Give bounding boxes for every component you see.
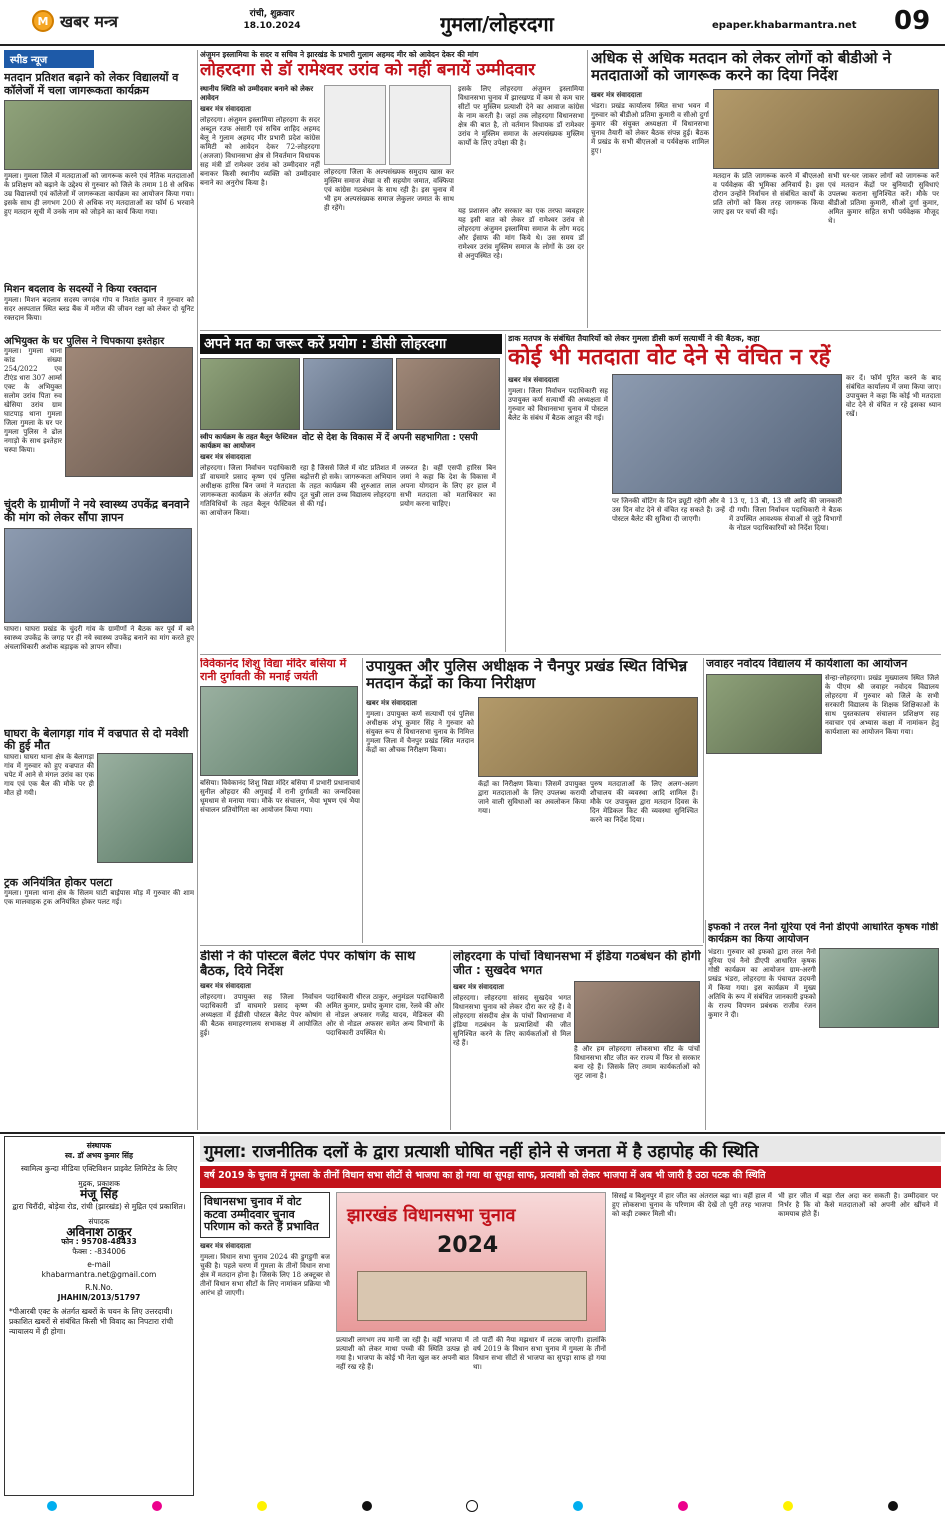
lead-document-image-2 bbox=[389, 85, 451, 165]
bottom-body-3: तो पार्टी की नैया मझधार में लटक जाएगी। हालांकि वर्ष 2019 के विधान सभा चुनाव में गुमला के तीनों विधान सभा सीटों से भाजपा का सुपड़ा साफ हो गया था। bbox=[473, 1336, 606, 1371]
page-number: 09 bbox=[894, 6, 931, 36]
navodaya-story bbox=[706, 658, 941, 918]
imprint-note: *पीआरबी एक्ट के अंतर्गत खबरों के चयन के लिए उत्तरदायी। प्रकाशित खबरों से संबंधित किसी भी विवाद का निपटारा रांची न्यायालय में ही होगा। bbox=[9, 1307, 174, 1336]
dateline bbox=[232, 8, 312, 38]
dc-byline: खबर मंत्र संवाददाता bbox=[508, 376, 559, 385]
imprint-fax: फैक्स : -834006 bbox=[72, 1247, 126, 1256]
sveep-caption-1: स्वीप कार्यक्रम के तहत बैलून फेस्टिवल कार्यक्रम का आयोजन bbox=[200, 433, 298, 451]
sveep-photo-1 bbox=[200, 358, 300, 430]
speed-news-body-6: गुमला। गुमला थाना क्षेत्र के सिलम घाटी बाईपास मोड़ में गुरुवार की शाम एक मालवाहक ट्रक अनियंत्रित होकर पलट गई। bbox=[4, 889, 194, 907]
sveep-headline: अपने मत का जरूर करें प्रयोग : डीसी लोहरदगा bbox=[200, 334, 502, 354]
navodaya-headline: जवाहर नवोदय विद्यालय में कार्यशाला का आयोजन bbox=[706, 658, 908, 670]
imprint-publisher: मंजू सिंह bbox=[80, 1187, 118, 1201]
inspection-photo bbox=[478, 697, 698, 777]
brand-name: खबर मन्त्र bbox=[60, 12, 118, 31]
speed-news-headline-1: मतदान प्रतिशत बढ़ाने को लेकर विद्यालयों व कॉलेजों में चला जागरूकता कार्यक्रम bbox=[4, 71, 179, 97]
lead-byline: खबर मंत्र संवाददाता bbox=[200, 104, 251, 113]
imprint-printed-at: द्वारा चिरौंदी, बोड़ेया रोड, रांची (झारखंड) से मुद्रित एवं प्रकाशित। bbox=[12, 1202, 186, 1211]
vivekanand-body: बसिया। विवेकानंद शिशु विद्या मंदिर बसिया में प्रभारी प्रधानाचार्य सुनील ओहदार की अगुवाई में रानी दुर्गावती का जन्मदिवस धूमधाम से मनाया गया। मौके पर संचालन, भैया भूषण एवं भैया संचालन प्रतियोगिता का आयोजन किया गया। bbox=[200, 779, 360, 815]
bottom-body-1: गुमला। विधान सभा चुनाव 2024 की डुगडुगी बज चुकी है। पहले चरण में गुमला के तीनों विधान सभा क्षेत्र में मतदान होना है। जिसके लिए 18 अक्टूबर से तीनों विधान सभा सीटों के लिए नामांकन प्रक्रिया भी आरंभ हो जाएगी। bbox=[200, 1252, 330, 1297]
lead-story bbox=[200, 50, 584, 328]
vivekanand-headline: विवेकानंद शिशु विद्या मंदिर बसिया में रानी दुर्गावती की मनाई जयंती bbox=[200, 658, 347, 683]
postal-byline: खबर मंत्र संवाददाता bbox=[200, 981, 251, 990]
nano-urea-story bbox=[708, 922, 941, 1130]
issue-date: 18.10.2024 bbox=[243, 21, 301, 31]
sveep-photo-3 bbox=[396, 358, 500, 430]
election-graphic-title: झारखंड विधानसभा चुनाव bbox=[347, 1205, 516, 1226]
imprint-owner: स्वामित्व कुन्दा मीडिया एक्टिविशन प्राइवेट लिमिटेड के लिए bbox=[20, 1164, 178, 1173]
crosshair-icon bbox=[466, 1500, 478, 1512]
bottom-banner-headline: गुमला: राजनीतिक दलों के द्वारा प्रत्याशी घोषित नहीं होने से जनता में है उहापोह की स्थिति bbox=[200, 1136, 941, 1162]
bdo-body-3: सभी घर-घर जाकर लोगों को जागरूक करें एवं मतदान केंद्रों पर बुनियादी सुविधाएं उपलब्ध कराना सुनिश्चित करें। मौके पर बीडीओ प्रतिमा कुमारी, सीओ दुर्गा कुमार, अमित कुमार सहित सभी पर्यवेक्षक मौजूद थे। bbox=[828, 171, 939, 225]
bottom-story bbox=[200, 1192, 941, 1492]
section-title: गुमला/लोहरदगा bbox=[440, 12, 554, 36]
india-alliance-story bbox=[453, 950, 703, 1130]
speed-news-headline-2: मिशन बदलाव के सदस्यों ने किया रक्तदान bbox=[4, 284, 157, 296]
nano-photo bbox=[819, 948, 939, 1028]
imprint-editor-label: संपादक bbox=[88, 1217, 110, 1226]
imprint-founder-label: संस्थापक bbox=[86, 1141, 112, 1150]
dc-headline: कोई भी मतदाता वोट देने से वंचित न रहें bbox=[508, 345, 831, 370]
sveep-story bbox=[200, 334, 502, 652]
bottom-byline: खबर मंत्र संवाददाता bbox=[200, 1241, 251, 1250]
speed-news-body-3: गुमला। गुमला थाना कांड संख्या 254/2022 एव टीएंड धारा 307 आर्म्स एक्ट के अभियुक्त सलोम उरांव पिता रुव खेसिया उरांव ग्राम घाटपाड़ थाना गुमला जिला गुमला के घर पर गुमला पुलिस ने ढोल नगाड़ो के साथ इश्तेहार चस्पा किया। bbox=[4, 347, 62, 455]
lead-kicker: अंजुमन इस्लामिया के सदर व सचिव ने झारखंड के प्रभारी गुलाम अहमद मीर को आवेदन देकर की मांग bbox=[200, 50, 479, 59]
bottom-body-5: भी हार जीत में बड़ा रोल अदा कर सकती है। उम्मीदवार पर निर्भर है कि वो कैसे मतदाताओं को अपनी ओर खींचने में कामयाब होते हैं। bbox=[778, 1192, 938, 1218]
bdo-body-2: मतदान के प्रति जागरूक करने में बीएलओ व पर्यवेक्षक की भूमिका अनिवार्य है। इस दौरान उन्होंने निर्वाचन से संबंधित कार्यों के प्रति लोगों को किस तरह जागरूक किया जाए इस पर चर्चा की गई। bbox=[713, 171, 824, 216]
navodaya-body: सेन्हा-लोहरदगा। प्रखंड मुख्यालय स्थित जिले के पीएम श्री जवाहर नवोदय विद्यालय लोहरदगा में गुरुवार को जिले के सभी सरकारी विद्यालय के शिक्षक शिक्षिकाओं के साथ पुस्तकालय संचालन प्रशिक्षण सह नवाचार एवं अभ्यास कक्षा में नामांकन हेतु कार्यशाला का आयोजन किया गया। bbox=[825, 673, 939, 736]
sveep-photo-2 bbox=[303, 358, 393, 430]
speed-news-body-5: घाघरा। घाघरा थाना क्षेत्र के बेलागड़ा गांव में गुरुवार को हुए वज्रपात की चपेट में आने से मंगल उरांव का एक गाय एवं एक बैल की मौके पर ही मौत हो गयी। bbox=[4, 752, 94, 797]
sveep-body-1: लोहरदगा। जिला निर्वाचन पदाधिकारी डॉ वाघमारे प्रसाद कृष्ण एवं पुलिस अधीक्षक हारिस बिन जमां ने मतदाता जागरूकता कार्यक्रम के अंतर्गत स्वीप गतिविधियों के तहत बैलून फेस्टिवल का आयोजन किया। bbox=[200, 464, 296, 518]
imprint-rni-label: R.N.No. bbox=[85, 1283, 113, 1292]
speed-news-column bbox=[4, 50, 194, 1130]
speed-news-photo-4 bbox=[4, 528, 192, 623]
election-graphic bbox=[336, 1192, 606, 1332]
print-registration-marks bbox=[0, 1498, 945, 1514]
inspection-body-2: केंद्रों का निरीक्षण किया। जिसमें उपायुक्त द्वारा मतदाताओं के लिए उपलब्ध करायी जाने वाली सुविधाओं का अवलोकन किया गया। bbox=[478, 779, 586, 815]
speed-news-photo-3 bbox=[65, 347, 193, 477]
bottom-body-2: प्रत्याशी लगभग तय मानी जा रही है। वहीं भाजपा में प्रत्याशी को लेकर माथा पच्ची की स्थिति उत्पन्न हो गया है। भाजपा के कोई भी नेता खुल कर अपनी बात नहीं रख रहे हैं। bbox=[336, 1336, 469, 1371]
imprint-publisher-label: मुद्रक, प्रकाशक bbox=[78, 1179, 120, 1188]
imprint-box bbox=[4, 1136, 194, 1496]
speed-news-body-1: गुमला। गुमला जिले में मतदाताओं को जागरूक करने एवं नैतिक मतदाताओं के प्रशिक्षण को बढ़ाने के उद्देश्य से गुरुवार को जिले के तमाम 18 से अधिक उम्र विद्यालयों एवं कॉलेजों में जागरूकता कार्यक्रम का आयोजन किया गया। इसके साथ ही लगभग 200 से अधिक नए मतदाताओं का फॉर्म 6 भरवाने हुए मतदान सूची में उनके नाम को जोड़ने का कार्य किया गया। bbox=[4, 172, 194, 217]
postal-body-2: पदाधिकारी धीरज ठाकुर, अनुमंडल पदाधिकारी अमित कुमार, प्रमोद कुमार दास, रेलवे की ओर से नोडल अफसर गजेंद्र यादव, मेडिकल की ओर से नोडल अफसर समेत अन्य विभागों के पदाधिकारी उपस्थित थे। bbox=[326, 992, 444, 1037]
cyan-dot-icon bbox=[573, 1501, 583, 1511]
bdo-photo bbox=[713, 89, 939, 169]
dc-meeting-story bbox=[508, 334, 941, 652]
brand-icon: M bbox=[32, 10, 54, 32]
india-body-2: है और हम लोहरदगा लोकसभा सीट के पांचों विधानसभा सीट जीत कर राज्य में फिर से सरकार बना रहे हैं। जिसके लिए तमाम कार्यकर्ताओं को जुट जाना है। bbox=[574, 1044, 700, 1080]
inspection-story bbox=[366, 658, 700, 943]
bdo-byline: खबर मंत्र संवाददाता bbox=[591, 90, 642, 99]
lead-body-4: यह प्रशासन और सरकार का एक तरफा व्यवहार यह इसी बात को लेकर डॉ रामेश्वर उरांव से लोहरदगा अंजुमन इस्लामिया समाज के लोग मदद और ईसाफ की मांग किये थे। उस समय डॉ रामेश्वर उरांव मुस्लिम समाज के लोगों के उस दर से अनुपस्थित रहे। bbox=[458, 206, 584, 260]
sveep-body-3: जरूरत है। वहीं एसपी हारिस बिन जमां ने कहा कि देश के विकास में अपना योगदान के लिए हर हाल में सभी मतदाता को मताधिकार का प्रयोग करना चाहिए। bbox=[400, 464, 496, 509]
speed-news-headline-3: अभियुक्त के घर पुलिस ने चिपकाया इश्तेहार bbox=[4, 335, 165, 347]
masthead bbox=[0, 0, 945, 46]
lead-body-1: लोहरदगा। अंजुमन इस्लामिया लोहरदगा के सदर अब्दुल रउफ अंसारी एवं सचिव शाहिद अहमद बेलू ने गुलाम अहमद मीर प्रभारी प्रदेश कांग्रेस कमिटी को आवेदन देकर 72-लोहरदगा (अजजा) विधानसभा क्षेत्र से निवर्तमान विधायक सह मंत्री डॉ रामेश्वर उरांव को उम्मीदवार नहीं बनाकर किसी स्थानीय व्यक्ति को उम्मीदवार बनाने का अनुरोध किया है। bbox=[200, 115, 320, 187]
bdo-body-1: भंडरा। प्रखंड कार्यालय स्थित सभा भवन में गुरुवार को बीडीओ प्रतिमा कुमारी व सीओ दुर्गा कुमार की संयुक्त अध्यक्षता में विधानसभा चुनाव तैयारी को लेकर बैठक संपन्न हुई। बैठक में प्रखंड के सभी बीएलओ व पर्यवेक्षक शामिल हुए। bbox=[591, 101, 709, 155]
inspection-body-1: गुमला। उपायुक्त कर्ण सत्यार्थी एवं पुलिस अधीक्षक शंभू कुमार सिंह ने गुरुवार को संयुक्त रूप से विधानसभा चुनाव के निमित्त गुमला जिला में चैनपुर प्रखंड स्थित मतदान केंद्रों का औचक निरीक्षण किया। bbox=[366, 709, 474, 754]
speed-news-label: स्पीड न्यूज bbox=[4, 50, 94, 68]
speed-news-body-2: गुमला। मिशन बदलाव सदस्य जगदंब गोप व निशांत कुमार ने गुरुवार को सदर अस्पताल स्थित ब्लड बैंक में मरीज की जीवन रक्षा को लेकर दो यूनिट रक्तदान किया। bbox=[4, 295, 194, 322]
dc-kicker: डाक मतपत्र के संबंधित तैयारियों को लेकर गुमला डीसी कर्ण सत्यार्थी ने की बैठक, कहा bbox=[508, 334, 760, 343]
inspection-body-3: पुरुष मतदाताओं के लिए अलग-अलग शौचालय की व्यवस्था आदि शामिल हैं। मौके पर उपायुक्त द्वारा मतदान दिवस के दिन मेडिकल किट की व्यवस्था सुनिश्चित करने का निर्देश दिया। bbox=[590, 779, 698, 824]
bottom-body-4: सिसई व बिशुनपुर में हार जीत का अंतराल बढ़ा था। वहीं हाल में हुए लोकसभा चुनाव के परिणाम की देखें तो पूरी तरह भाजपा को कड़ी टक्कर मिली थी। bbox=[612, 1192, 772, 1218]
india-headline: लोहरदगा के पांचों विधानसभा में इंडिया गठबंधन की होगी जीत : सुखदेव भगत bbox=[453, 950, 701, 977]
sveep-byline: खबर मंत्र संवाददाता bbox=[200, 453, 251, 462]
imprint-rni: JHAHIN/2013/51797 bbox=[57, 1293, 141, 1302]
website[interactable]: epaper.khabarmantra.net bbox=[712, 20, 857, 31]
speed-news-headline-6: ट्रक अनियंत्रित होकर पलटा bbox=[4, 875, 113, 889]
imprint-email[interactable]: khabarmantra.net@gmail.com bbox=[41, 1270, 157, 1279]
assembly-building-image bbox=[357, 1271, 587, 1321]
bdo-story bbox=[591, 50, 941, 328]
nano-body: भंडरा। गुरुवार को इफको द्वारा तरल नैनो यूरिया एवं नैनो डीएपी आधारित कृषक गोष्ठी कार्यक्रम का आयोजन ग्राम-अरगी प्रखंड भंडरा, लोहरदगा के पंचायत उदयनी में किया गया। इस कार्यक्रम में मुख्य अतिथि के रूप में संबंधित जानकारी इफको के राज्य विपणन प्रबंधक राजीव रंजन कुमार ने दी। bbox=[708, 948, 816, 1019]
magenta-dot-icon bbox=[152, 1501, 162, 1511]
bottom-banner-subhead: वर्ष 2019 के चुनाव में गुमला के तीनों विधान सभा सीटों से भाजपा का हो गया था सुपड़ा साफ, प्रत्याशी को लेकर भाजपा में अब भी जारी है उठा पटक की स्थिति bbox=[200, 1166, 941, 1188]
imprint-email-label: e-mail bbox=[87, 1260, 111, 1269]
imprint-phone: फोन : 95708-48433 bbox=[61, 1237, 137, 1246]
vivekanand-photo bbox=[200, 686, 358, 776]
cyan-dot-icon bbox=[47, 1501, 57, 1511]
lead-document-image-1 bbox=[324, 85, 386, 165]
india-body-1: लोहरदगा। लोहरदगा सांसद सुखदेव भगत विधानसभा चुनाव को लेकर दौरा कर रहे हैं। वे लोहरदगा संसदीय क्षेत्र के पांचों विधानसभा में इंडिया गठबंधन के प्रत्याशियों की जीत सुनिश्चित करने के लिए कार्यकर्ताओं से मिल रहे हैं। bbox=[453, 993, 571, 1047]
dc-body-1: गुमला। जिला निर्वाचन पदाधिकारी सह उपायुक्त कर्ण सत्यार्थी की अध्यक्षता में गुरुवार को विधानसभा चुनाव में पोस्टल बैलेट के संबंध में बैठक आहूत की गई। bbox=[508, 387, 608, 423]
election-graphic-year: 2024 bbox=[437, 1233, 499, 1258]
speed-news-headline-4: चुंदरी के ग्रामीणों ने नये स्वास्थ्य उपकेंद्र बनवाने की मांग को लेकर सौंपा ज्ञापन bbox=[4, 498, 190, 524]
black-dot-icon bbox=[362, 1501, 372, 1511]
yellow-dot-icon bbox=[783, 1501, 793, 1511]
speed-news-photo-1 bbox=[4, 100, 192, 170]
navodaya-photo bbox=[706, 674, 822, 754]
nano-headline: इफको ने तरल नैनो यूरिया एवं नैनो डीएपी आधारित कृषक गोष्ठी कार्यक्रम का किया आयोजन bbox=[708, 922, 939, 945]
dc-photo bbox=[612, 374, 842, 494]
magenta-dot-icon bbox=[678, 1501, 688, 1511]
bdo-headline: अधिक से अधिक मतदान को लेकर लोगों को बीडीओ ने मतदाताओं को जागरूक करने का दिया निर्देश bbox=[591, 50, 892, 85]
brand-logo bbox=[32, 8, 182, 34]
speed-news-headline-5: घाघरा के बेलागड़ा गांव में वज्रपात से दो मवेशी की हुई मौत bbox=[4, 726, 189, 753]
speed-news-body-4: घाघरा। घाघरा प्रखंड के चुंदरी गांव के ग्रामीणों ने बैठक कर पूर्व में बने स्वास्थ्य उपकेंद्र के जगह पर ही नये स्वास्थ्य उपकेंद्र बनाने का मांग करते हुए अंचलाधिकारी अशोक बड़ाइक को ज्ञापन सौंपा। bbox=[4, 624, 194, 651]
yellow-dot-icon bbox=[257, 1501, 267, 1511]
dc-body-3: 13 ए, 13 बी, 13 सी आदि की जानकारी दी गयी। जिला निर्वाचन पदाधिकारी ने बैठक में उपस्थित आवश्यक सेवाओं से जुड़े विभागों के नोडल पदाधिकारियों को निर्देश दिया। bbox=[729, 497, 842, 533]
india-byline: खबर मंत्र संवाददाता bbox=[453, 982, 504, 991]
bottom-side-title: विधानसभा चुनाव में वोट कटवा उम्मीदवार चुनाव परिणाम को करते हैं प्रभावित bbox=[200, 1192, 330, 1238]
speed-news-photo-5 bbox=[97, 753, 193, 863]
postal-body-1: लोहरदगा। उपायुक्त सह जिला निर्वाचन पदाधिकारी डॉ वाघमारे प्रसाद कृष्ण की अध्यक्षता में ईडीसी पोस्टल बैलेट पेपर कोषांग की बैठक समाहरणालय सभाकक्ष में आयोजित हुई। bbox=[200, 992, 322, 1037]
sveep-body-2: रहा है जिससे जिले में वोट प्रतिशत में बढ़ोत्तरी हो सके। जागरूकता अभियान के तहत कार्यक्रम की शुरुआत लाल दूत चुन्नी लाल उच्च विद्यालय लोहरदगा से की गई। bbox=[300, 464, 396, 509]
inspection-headline: उपायुक्त और पुलिस अधीक्षक ने चैनपुर प्रखंड स्थित विभिन्न मतदान केंद्रों का किया निरीक्षण bbox=[366, 658, 688, 693]
sveep-caption-2: वोट से देश के विकास में दें अपनी सहभागिता : एसपी bbox=[302, 433, 478, 444]
inspection-byline: खबर मंत्र संवाददाता bbox=[366, 698, 417, 707]
dc-body-4: कर दें। फॉर्म पूरित करने के बाद संबंधित कार्यालय में जमा किया जाए। उपायुक्त ने कहा कि कोई भी मतदाता वोट देने से वंचित न रहे इसका ध्यान रखें। bbox=[846, 374, 941, 419]
black-dot-icon bbox=[888, 1501, 898, 1511]
dc-body-2: पर जिनकी वोटिंग के दिन ड्यूटी रहेगी और वे उस दिन वोट देने से वंचित रह सकते हैं। उन्हें पोस्टल बैलेट की सुविधा दी जाएगी। bbox=[612, 497, 725, 524]
postal-ballot-story bbox=[200, 950, 448, 1130]
imprint-founder: स्व. डॉ अभय कुमार सिंह bbox=[65, 1151, 133, 1160]
vivekanand-story bbox=[200, 658, 360, 943]
postal-headline: डीसी ने की पोस्टल बैलेट पेपर कोषांग के साथ बैठक, दिये निर्देश bbox=[200, 950, 416, 979]
lead-body-2: लोहरदगा जिला के अल्पसंख्यक समुदाय खास कर मुस्लिम समाज शेखा व सी सहयोग जमात, वक्फिया एवं कांग्रेस गठबंधन के साथ रही है। इस चुनाव में भी हम अल्पसंख्यक समाज लेकुलर जमात के साथ ही रहेंगे। bbox=[324, 167, 454, 212]
city-day: रांची, शुक्रवार bbox=[249, 9, 295, 19]
imprint-editor: अविनाश ठाकुर bbox=[66, 1225, 132, 1239]
lead-headline: लोहरदगा से डॉ रामेश्वर उरांव को नहीं बनायें उम्मीदवार bbox=[200, 60, 536, 80]
lead-body-3: इसके लिए लोहरदगा अंजुमन इस्लामिया विधानसभा चुनाव में झारखण्ड में कम से कम चार सीटों पर मुस्लिम प्रत्याशी देने का आवाज कांग्रेस के नाम करती है। जहां तक लोहरदगा विधानसभा क्षेत्र की बात है, तो वर्तमान विधायक डॉ रामेश्वर उरांव ने मुस्लिम समाज के अल्पसंख्यक मुस्लिम कार्यों के लिए उपेक्षा की है। bbox=[458, 84, 584, 147]
lead-caption: स्थानीय स्थिति को उम्मीदवार बनाने को लेकर आवेदन bbox=[200, 84, 314, 102]
india-photo bbox=[574, 981, 700, 1043]
